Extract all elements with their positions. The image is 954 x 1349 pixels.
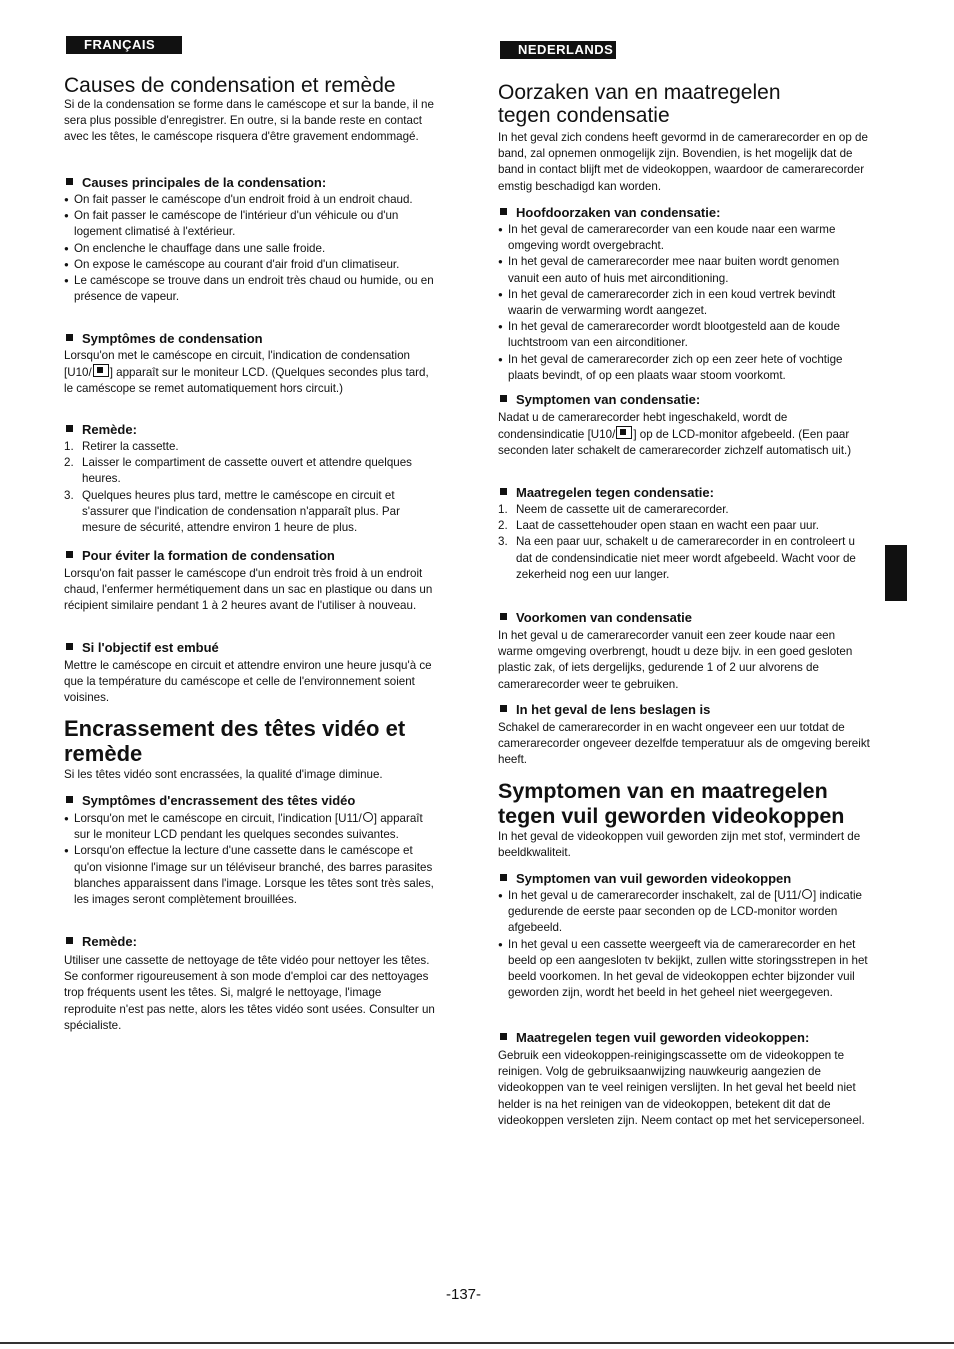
fog-text: Schakel de camerarecorder in en wacht ongeveer een uur totdat de camerarecorder ongeveer dezelfde temperatuur als de omgeving bereikt heeft. [498, 721, 870, 767]
section-tab-marker [885, 545, 907, 601]
bullet-square-icon [500, 488, 507, 495]
avoid-text: In het geval u de camerarecorder vanuit een zeer koude naar een warme omgeving overbrengt, houdt u deze bijv. in een goed gesloten plastic zak, of iets dergelijks, gedurende 1 of 2 uur alvorens de camerarecorder weer te gebruiken. [498, 629, 853, 691]
title-condensation: Oorzaken van en maatregelen tegen condensatie [498, 81, 781, 127]
dirty-heads-list [498, 888, 870, 1001]
list-item: ● In het geval u de camerarecorder inschakelt, zal de [U11/ ] indicatie gedurende de eerste paar seconden op de LCD-monitor worden afgebeeld. [498, 888, 870, 937]
symptoms-text: Nadat u de camerarecorder hebt ingeschakeld, wordt de condensindicatie [U10/ ] op de LCD-monitor afgebeeld. (Een paar seconden later schakelt de camerarecorder zichzelf automatisch uit.) [498, 411, 852, 458]
remedy-heads-text: Gebruik een videokoppen-reinigingscassette om de videokoppen te reinigen. Volg de gebruiksaanwijzing nauwkeurig aangezien de videokoppen van te veel reinigen verslijten. In het geval het beeld niet helder is na het reinigen van de videokoppen, betekent dit dat de videokoppen versleten zijn. Neem contact op met het servicepersoneel. [498, 1049, 865, 1127]
list-item: ● In het geval de camerarecorder wordt blootgesteld aan de koude luchtstroom van een airconditioner. [498, 319, 870, 351]
page-number: -137- [446, 1286, 482, 1303]
list-item: ● Le caméscope se trouve dans un endroit très chaud ou humide, ou en présence de vapeur. [64, 273, 436, 305]
list-item: 2. Laisser le compartiment de cassette ouvert et attendre quelques heures. [64, 456, 412, 486]
title-heads: Symptomen van en maatregelen tegen vuil geworden videokoppen [498, 779, 845, 828]
intro-condensation: In het geval zich condens heeft gevormd in de camerarecorder en op de band, zal opnemen onmogelijk zijn. Bovendien, is het mogelijk dat de band in contact blijft met de videokoppen, waardoor de camerarecorder emstig beschadigd kan worden. [498, 131, 868, 193]
title-condensation: Causes de condensation et remède [64, 74, 396, 97]
bullet-square-icon [500, 208, 507, 215]
condensation-icon [93, 364, 109, 377]
bullet-square-icon [500, 613, 507, 620]
list-item: ● On expose le caméscope au courant d'air froid d'un climatiseur. [64, 257, 436, 273]
list-item: ● In het geval de camerarecorder van een koude naar een warme omgeving wordt overgebracht. [498, 222, 870, 254]
bullet-square-icon [500, 874, 507, 881]
bullet-square-icon [66, 937, 73, 944]
condensation-icon [616, 426, 632, 439]
head-clog-icon [363, 812, 373, 822]
heading-remedy-heads: Remède: [66, 934, 137, 950]
list-item: ● On enclenche le chauffage dans une salle froide. [64, 241, 436, 257]
heading-remedy: Maatregelen tegen condensatie: [500, 485, 714, 501]
list-item: ● In het geval de camerarecorder zich op een zeer hete of vochtige plaats bevindt, of op een plaats waar stoom voorkomt. [498, 352, 870, 384]
bullet-square-icon [500, 1033, 507, 1040]
heading-dirty-heads: Symptômes d'encrassement des têtes vidéo [66, 793, 355, 809]
intro-heads: In het geval de videokoppen vuil geworden zijn met stof, vermindert de beeldkwaliteit. [498, 830, 861, 860]
dirty-heads-list [64, 811, 436, 908]
list-item: ● Lorsqu'on met le caméscope en circuit, l'indication [U11/ ] apparaît sur le moniteur LCD pendant les quelques secondes suivantes. [64, 811, 436, 843]
bullet-square-icon [500, 705, 507, 712]
head-clog-icon [802, 889, 812, 899]
list-item: ● In het geval de camerarecorder zich in een koud vertrek bevindt waarin de verwarming wordt aangezet. [498, 287, 870, 319]
bullet-square-icon [66, 796, 73, 803]
list-item: 3. Quelques heures plus tard, mettre le caméscope en circuit et s'assurer que l'indication de condensation n'apparaît plus. Par mesure de sécurité, attendre environ 1 heure de plus. [64, 488, 400, 535]
language-tag-dutch: NEDERLANDS [500, 41, 616, 59]
intro-heads: Si les têtes vidéo sont encrassées, la qualité d'image diminue. [64, 768, 383, 781]
heading-avoid: Voorkomen van condensatie [500, 610, 692, 626]
heading-causes: Hoofdoorzaken van condensatie: [500, 205, 720, 221]
causes-list [498, 222, 870, 384]
heading-avoid: Pour éviter la formation de condensation [66, 548, 335, 564]
bullet-square-icon [66, 551, 73, 558]
list-item: 1. Retirer la cassette. [64, 440, 179, 453]
remedy-steps [64, 439, 436, 536]
heading-causes: Causes principales de la condensation: [66, 175, 326, 191]
remedy-heads-text: Utiliser une cassette de nettoyage de tête vidéo pour nettoyer les têtes. Se conformer rigoureusement à son mode d'emploi car des nettoyages trop fréquents usent les têtes. Si, malgré le nettoyage, l'image reproduite n'est pas nette, alors les têtes vidéo sont usées. Consulter un spécialiste. [64, 954, 435, 1032]
heading-fog: Si l'objectif est embué [66, 640, 219, 656]
list-item: ● On fait passer le caméscope de l'intérieur d'un véhicule ou d'un logement climatisé à l'extérieur. [64, 208, 436, 240]
heading-remedy-heads: Maatregelen tegen vuil geworden videokoppen: [500, 1030, 809, 1046]
fog-text: Mettre le caméscope en circuit et attendre environ une heure jusqu'à ce que la température du caméscope et celle de l'environnement soient voisines. [64, 659, 432, 705]
language-tag-french: FRANÇAIS [66, 36, 182, 54]
list-item: 3. Na een paar uur, schakelt u de camerarecorder in en controleert u dat de condensindicatie niet meer wordt afgebeeld. Wacht voor de zekerheid nog een uur langer. [498, 535, 856, 581]
bottom-rule [0, 1342, 954, 1344]
bullet-square-icon [66, 643, 73, 650]
title-heads: Encrassement des têtes vidéo et remède [64, 716, 406, 766]
heading-fog: In het geval de lens beslagen is [500, 702, 710, 718]
list-item: 2. Laat de cassettehouder open staan en wacht een paar uur. [498, 519, 819, 533]
list-item: ● In het geval de camerarecorder mee naar buiten wordt genomen vanuit een auto of huis met airconditioning. [498, 254, 870, 286]
intro-condensation: Si de la condensation se forme dans le caméscope et sur la bande, il ne sera plus possible d'enregistrer. En outre, si la bande reste en contact avec les têtes, le caméscope risquera d'être gravement endommagé. [64, 98, 434, 144]
list-item: ● Lorsqu'on effectue la lecture d'une cassette dans le caméscope et qu'on visionne l'image sur un téléviseur branché, des barres parasites blanches apparaissent dans l'image. Lorsque les têtes sont très sales, les images seront complètement brouillées. [64, 843, 436, 908]
symptoms-text: Lorsqu'on met le caméscope en circuit, l'indication de condensation [U10/ ] apparaît sur le moniteur LCD. (Quelques secondes plus tard, le caméscope se remet automatiquement hors circuit.) [64, 349, 429, 396]
causes-list [64, 192, 436, 305]
heading-symptoms: Symptomen van condensatie: [500, 392, 700, 408]
list-item: ● In het geval u een cassette weergeeft via de camerarecorder en het beeld op een aangesloten tv bekijkt, zullen witte storingsstrepen in het beeld voorkomen. In het geval de videokoppen echter bijzonder vuil geworden zijn, wordt het beeld in het geheel niet weergegeven. [498, 937, 870, 1002]
list-item: ● On fait passer le caméscope d'un endroit froid à un endroit chaud. [64, 192, 436, 208]
remedy-steps [498, 502, 870, 583]
bullet-square-icon [66, 425, 73, 432]
heading-remedy: Remède: [66, 422, 137, 438]
bullet-square-icon [500, 395, 507, 402]
avoid-text: Lorsqu'on fait passer le caméscope d'un endroit très froid à un endroit chaud, l'enfermer hermétiquement dans un sac en plastique ou dans un récipient similaire pendant 1 à 2 heures avant de l'utiliser à nouveau. [64, 567, 433, 613]
heading-dirty-heads: Symptomen van vuil geworden videokoppen [500, 871, 791, 887]
bullet-square-icon [66, 334, 73, 341]
list-item: 1. Neem de cassette uit de camerarecorder. [498, 503, 729, 516]
bullet-square-icon [66, 178, 73, 185]
heading-symptoms: Symptômes de condensation [66, 331, 263, 347]
